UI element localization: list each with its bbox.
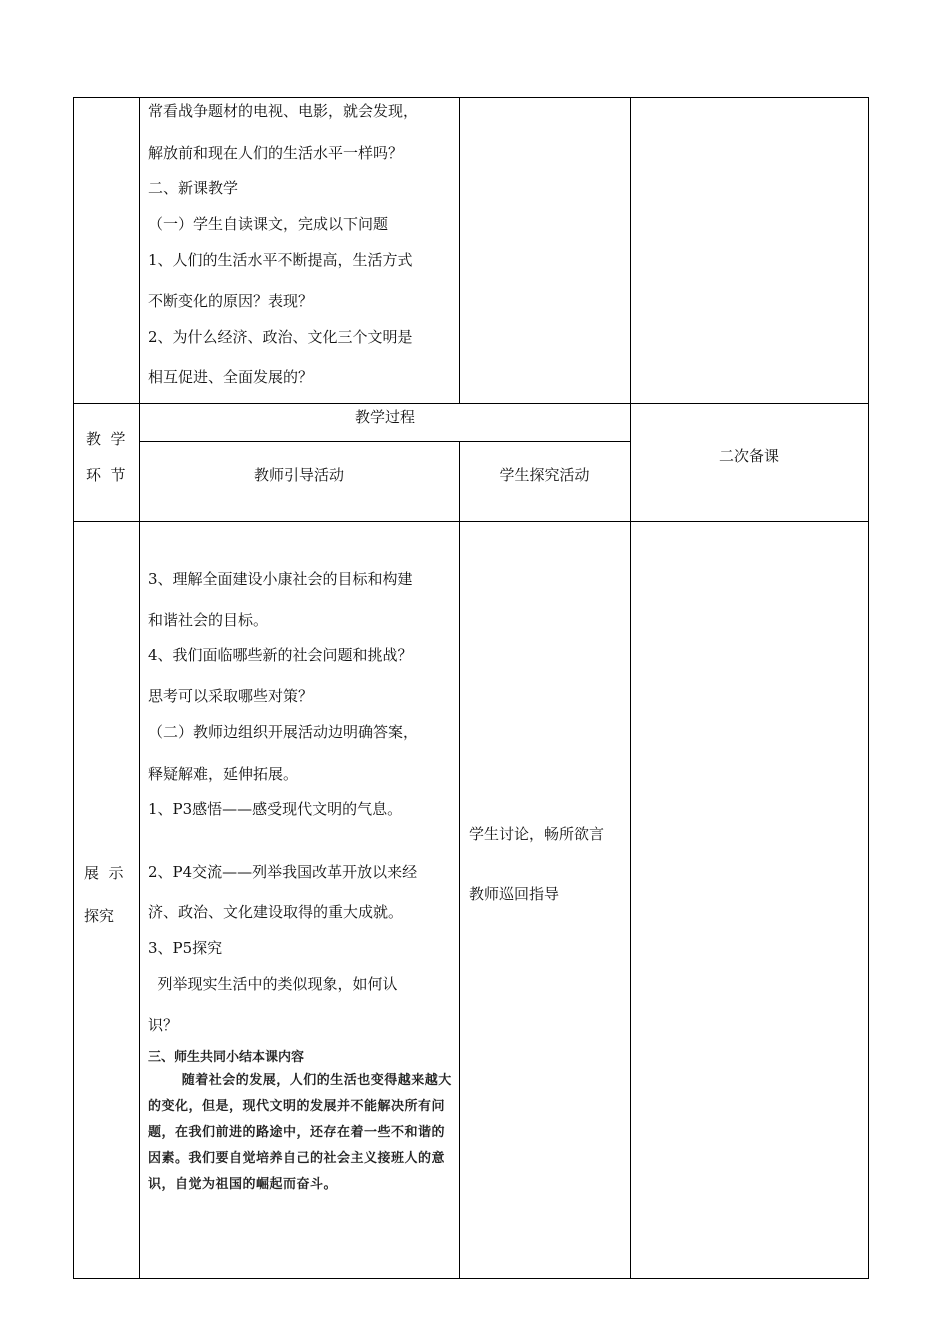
table-top-border: [73, 97, 869, 98]
lesson-summary: [148, 1048, 456, 1198]
column-divider-teacher-bottom: [459, 441, 460, 1279]
row-divider-header-bottom: [73, 521, 869, 522]
teacher-line-12: 识？: [148, 1016, 179, 1034]
summary-body: 随着社会的发展，人们的生活也变得越来越大的变化，但是，现代文明的发展并不能解决所有问题，在我们前进的路途中，还存在着一些不和谐的因素。我们要自觉培养自己的社会主义接班人的意识，自觉为祖国的崛起而奋斗。: [148, 1073, 452, 1192]
top-line-4: （一）学生自读课文，完成以下问题: [148, 215, 389, 233]
teacher-line-8: 2、P4交流——列举我国改革开放以来经: [148, 863, 418, 881]
row-divider-process: [139, 441, 631, 442]
teacher-line-1: 3、理解全面建设小康社会的目标和构建: [148, 570, 413, 588]
student-line-2: 教师巡回指导: [469, 885, 560, 903]
teacher-line-2: 和谐社会的目标。: [148, 611, 269, 629]
header-student-activity: 学生探究活动: [499, 466, 590, 484]
column-divider-teacher-top: [459, 97, 460, 404]
header-process: 教学过程: [354, 408, 415, 426]
summary-title: 三、师生共同小结本课内容: [148, 1050, 305, 1065]
column-divider-student: [630, 97, 631, 1279]
top-line-5: 1、人们的生活水平不断提高，生活方式: [148, 251, 413, 269]
header-stage-line-1: 教 学: [86, 430, 126, 448]
teacher-line-11: 列举现实生活中的类似现象，如何认: [148, 975, 398, 993]
top-line-2: 解放前和现在人们的生活水平一样吗？: [148, 144, 404, 162]
student-line-1: 学生讨论，畅所欲言: [469, 825, 605, 843]
top-line-8: 相互促进、全面发展的？: [148, 368, 314, 386]
stage-line-2: 探究: [84, 907, 115, 925]
row-divider-header-top: [73, 403, 869, 404]
teacher-line-10: 3、P5探究: [148, 939, 223, 957]
header-stage-line-2: 环 节: [86, 466, 126, 484]
top-line-6: 不断变化的原因？表现？: [148, 292, 314, 310]
teacher-line-7: 1、P3感悟——感受现代文明的气息。: [148, 800, 403, 818]
teacher-line-4: 思考可以采取哪些对策？: [148, 687, 314, 705]
header-teacher-activity: 教师引导活动: [253, 466, 344, 484]
teacher-line-3: 4、我们面临哪些新的社会问题和挑战？: [148, 646, 413, 664]
table-right-border: [868, 97, 869, 1279]
top-line-1: 常看战争题材的电视、电影，就会发现，: [148, 102, 419, 120]
top-line-3: 二、新课教学: [148, 179, 239, 197]
teacher-line-5: （二）教师边组织开展活动边明确答案，: [148, 723, 419, 741]
table-left-border: [73, 97, 74, 1279]
stage-line-1: 展 示: [84, 864, 124, 882]
top-line-7: 2、为什么经济、政治、文化三个文明是: [148, 328, 413, 346]
table-bottom-border: [73, 1278, 869, 1279]
teacher-line-6: 释疑解难，延伸拓展。: [148, 765, 299, 783]
column-divider-stage: [139, 97, 140, 1279]
header-second-prep: 二次备课: [718, 447, 779, 465]
teacher-line-9: 济、政治、文化建设取得的重大成就。: [148, 903, 404, 921]
